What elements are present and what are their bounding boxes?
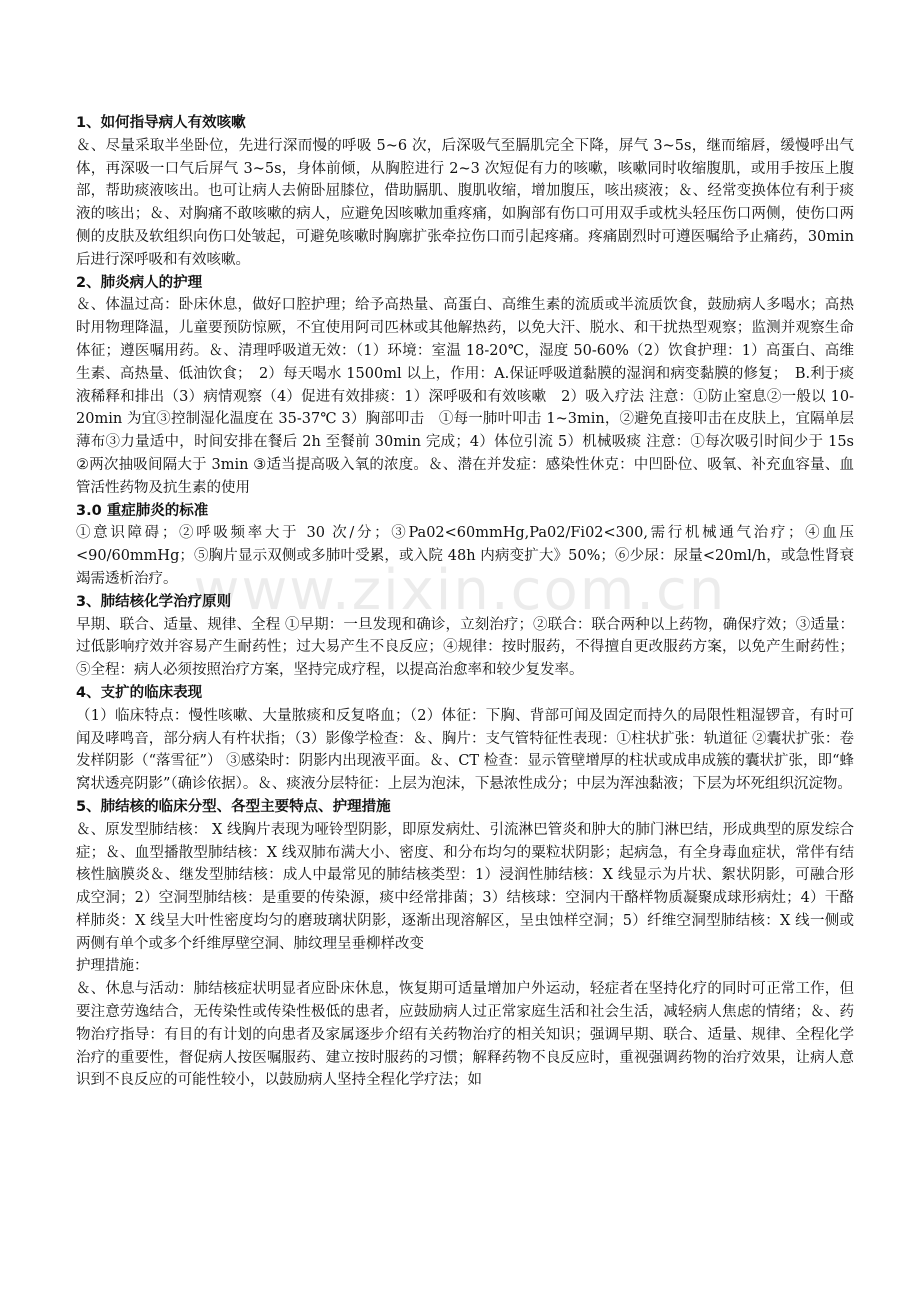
section-paragraph: 早期、联合、适量、规律、全程 ①早期：一旦发现和确诊，立刻治疗；②联合：联合两种以上药物，确保疗效；③适量：过低影响疗效并容易产生耐药性；过大易产生不良反应；④规律：按时服药，不得擅自更改服药方案，以免产生耐药性；⑤全程：病人必须按照治疗方案，坚持完成疗程，以提高治愈率和较少复发率。 bbox=[76, 616, 854, 679]
section-heading: 4、支扩的临床表现 bbox=[76, 684, 203, 701]
section-paragraph: ＆、尽量采取半坐卧位，先进行深而慢的呼吸 5~6 次，后深吸气至膈肌完全下降，屏气 3~5s，继而缩唇，缓慢呼出气体，再深吸一口气后屏气 3~5s，身体前倾，从胸腔进行 2~3 次短促有力的咳嗽，咳嗽同时收缩腹肌，或用手按压上腹部，帮助痰液咳出。也可让病人去俯卧屈膝位，借助膈肌、腹肌收缩，增加腹压，咳出痰液；＆、经常变换体位有利于痰液的咳出；＆、对胸痛不敢咳嗽的病人，应避免因咳嗽加重疼痛，如胸部有伤口可用双手或枕头轻压伤口两侧，使伤口两侧的皮肤及软组织向伤口处皱起，可避免咳嗽时胸廓扩张牵拉伤口而引起疼痛。疼痛剧烈时可遵医嘱给予止痛药，30min 后进行深呼吸和有效咳嗽。 bbox=[76, 137, 854, 268]
section-paragraph: （1）临床特点：慢性咳嗽、大量脓痰和反复咯血；（2）体征：下胸、背部可闻及固定而持久的局限性粗湿锣音，有时可闻及哮鸣音，部分病人有杵状指；（3）影像学检查：＆、胸片：支气管特征性表现：①柱状扩张：轨道征 ②囊状扩张：卷发样阴影（“落雪征”） ③感染时：阴影内出现液平面。＆、CT 检查：显示管壁增厚的柱状或成串成簇的囊状扩张，即“蜂窝状透亮阴影”（确诊依据）。＆、痰液分层特征：上层为泡沫，下悬浓性成分；中层为浑浊黏液；下层为坏死组织沉淀物。 bbox=[76, 707, 854, 793]
section-subheading: 护理措施： bbox=[76, 958, 149, 975]
section-paragraph: ①意识障碍；②呼吸频率大于 30 次/分；③Pa02<60mmHg,Pa02/Fi02<300,需行机械通气治疗；④血压<90/60mmHg；⑤胸片显示双侧或多肺叶受累，或入院 48h 内病变扩大》50%；⑥少尿：尿量<20ml/h，或急性肾衰竭需透析治疗。 bbox=[76, 525, 854, 587]
watermark-text: www.zixin.com.cn bbox=[193, 558, 727, 623]
section-heading: 3.0 重症肺炎的标准 bbox=[76, 502, 209, 519]
section-paragraph: ＆、体温过高：卧床休息，做好口腔护理；给予高热量、高蛋白、高维生素的流质或半流质饮食，鼓励病人多喝水；高热时用物理降温，儿童要预防惊厥，不宜使用阿司匹林或其他解热药，以免大汗、脱水、和干扰热型观察；监测并观察生命体征；遵医嘱用药。＆、清理呼吸道无效：（1）环境：室温 18-20℃，湿度 50-60%（2）饮食护理：1）高蛋白、高维生素、高热量、低油饮食； 2）每天喝水 1500ml 以上，作用：A.保证呼吸道黏膜的湿润和病变黏膜的修复； B.利于痰液稀释和排出（3）病情观察（4）促进有效排痰：1）深呼吸和有效咳嗽 2）吸入疗法 注意：①防止窒息②一般以 10-20min 为宜③控制湿化温度在 35-37℃ 3）胸部叩击 ①每一肺叶叩击 1~3min，②避免直接叩击在皮肤上，宜隔单层薄布③力量适中，时间安排在餐后 2h 至餐前 30min 完成；4）体位引流 5）机械吸痰 注意：①每次吸引时间少于 15s ②两次抽吸间隔大于 3min ③适当提高吸入氧的浓度。＆、潜在并发症：感染性休克：中凹卧位、吸氧、补充血容量、血管活性药物及抗生素的使用 bbox=[76, 297, 854, 496]
section-paragraph: ＆、原发型肺结核： X 线胸片表现为哑铃型阴影，即原发病灶、引流淋巴管炎和肿大的肺门淋巴结，形成典型的原发综合症；＆、血型播散型肺结核：X 线双肺布满大小、密度、和分布均匀的粟粒状阴影；起病急，有全身毒血症状，常伴有结核性脑膜炎＆、继发型肺结核：成人中最常见的肺结核类型：1）浸润性肺结核：X 线显示为片状、絮状阴影，可融合形成空洞；2）空洞型肺结核：是重要的传染源，痰中经常排菌；3）结核球：空洞内干酪样物质凝聚成球形病灶；4）干酪样肺炎：X 线呈大叶性密度均匀的磨玻璃状阴影，逐渐出现溶解区，呈虫蚀样空洞；5）纤维空洞型肺结核：X 线一侧或两侧有单个或多个纤维厚壁空洞、肺纹理呈垂柳样改变 bbox=[76, 821, 854, 952]
section-heading: 5、肺结核的临床分型、各型主要特点、护理措施 bbox=[76, 798, 391, 815]
section-heading: 3、肺结核化学治疗原则 bbox=[76, 593, 232, 610]
section-paragraph: ＆、休息与活动：肺结核症状明显者应卧床休息，恢复期可适量增加户外运动，轻症者在坚持化疗的同时可正常工作，但要注意劳逸结合，无传染性或传染性极低的患者，应鼓励病人过正常家庭生活和社会生活，减轻病人焦虑的情绪；＆、药物治疗指导：有目的有计划的向患者及家属逐步介绍有关药物治疗的相关知识；强调早期、联合、适量、规律、全程化学治疗的重要性，督促病人按医嘱服药、建立按时服药的习惯；解释药物不良反应时，重视强调药物的治疗效果，让病人意识到不良反应的可能性较小，以鼓励病人坚持全程化学疗法；如 bbox=[76, 981, 854, 1089]
section-effective-cough bbox=[76, 112, 854, 272]
section-tb-classification bbox=[76, 796, 854, 1092]
section-pneumonia-care bbox=[76, 272, 854, 500]
section-heading: 2、肺炎病人的护理 bbox=[76, 274, 203, 291]
section-bronchiectasis bbox=[76, 682, 854, 796]
document-body bbox=[76, 112, 854, 1092]
section-severe-pneumonia-criteria bbox=[76, 500, 854, 591]
section-tb-chemotherapy bbox=[76, 591, 854, 682]
section-heading: 1、如何指导病人有效咳嗽 bbox=[76, 115, 246, 131]
